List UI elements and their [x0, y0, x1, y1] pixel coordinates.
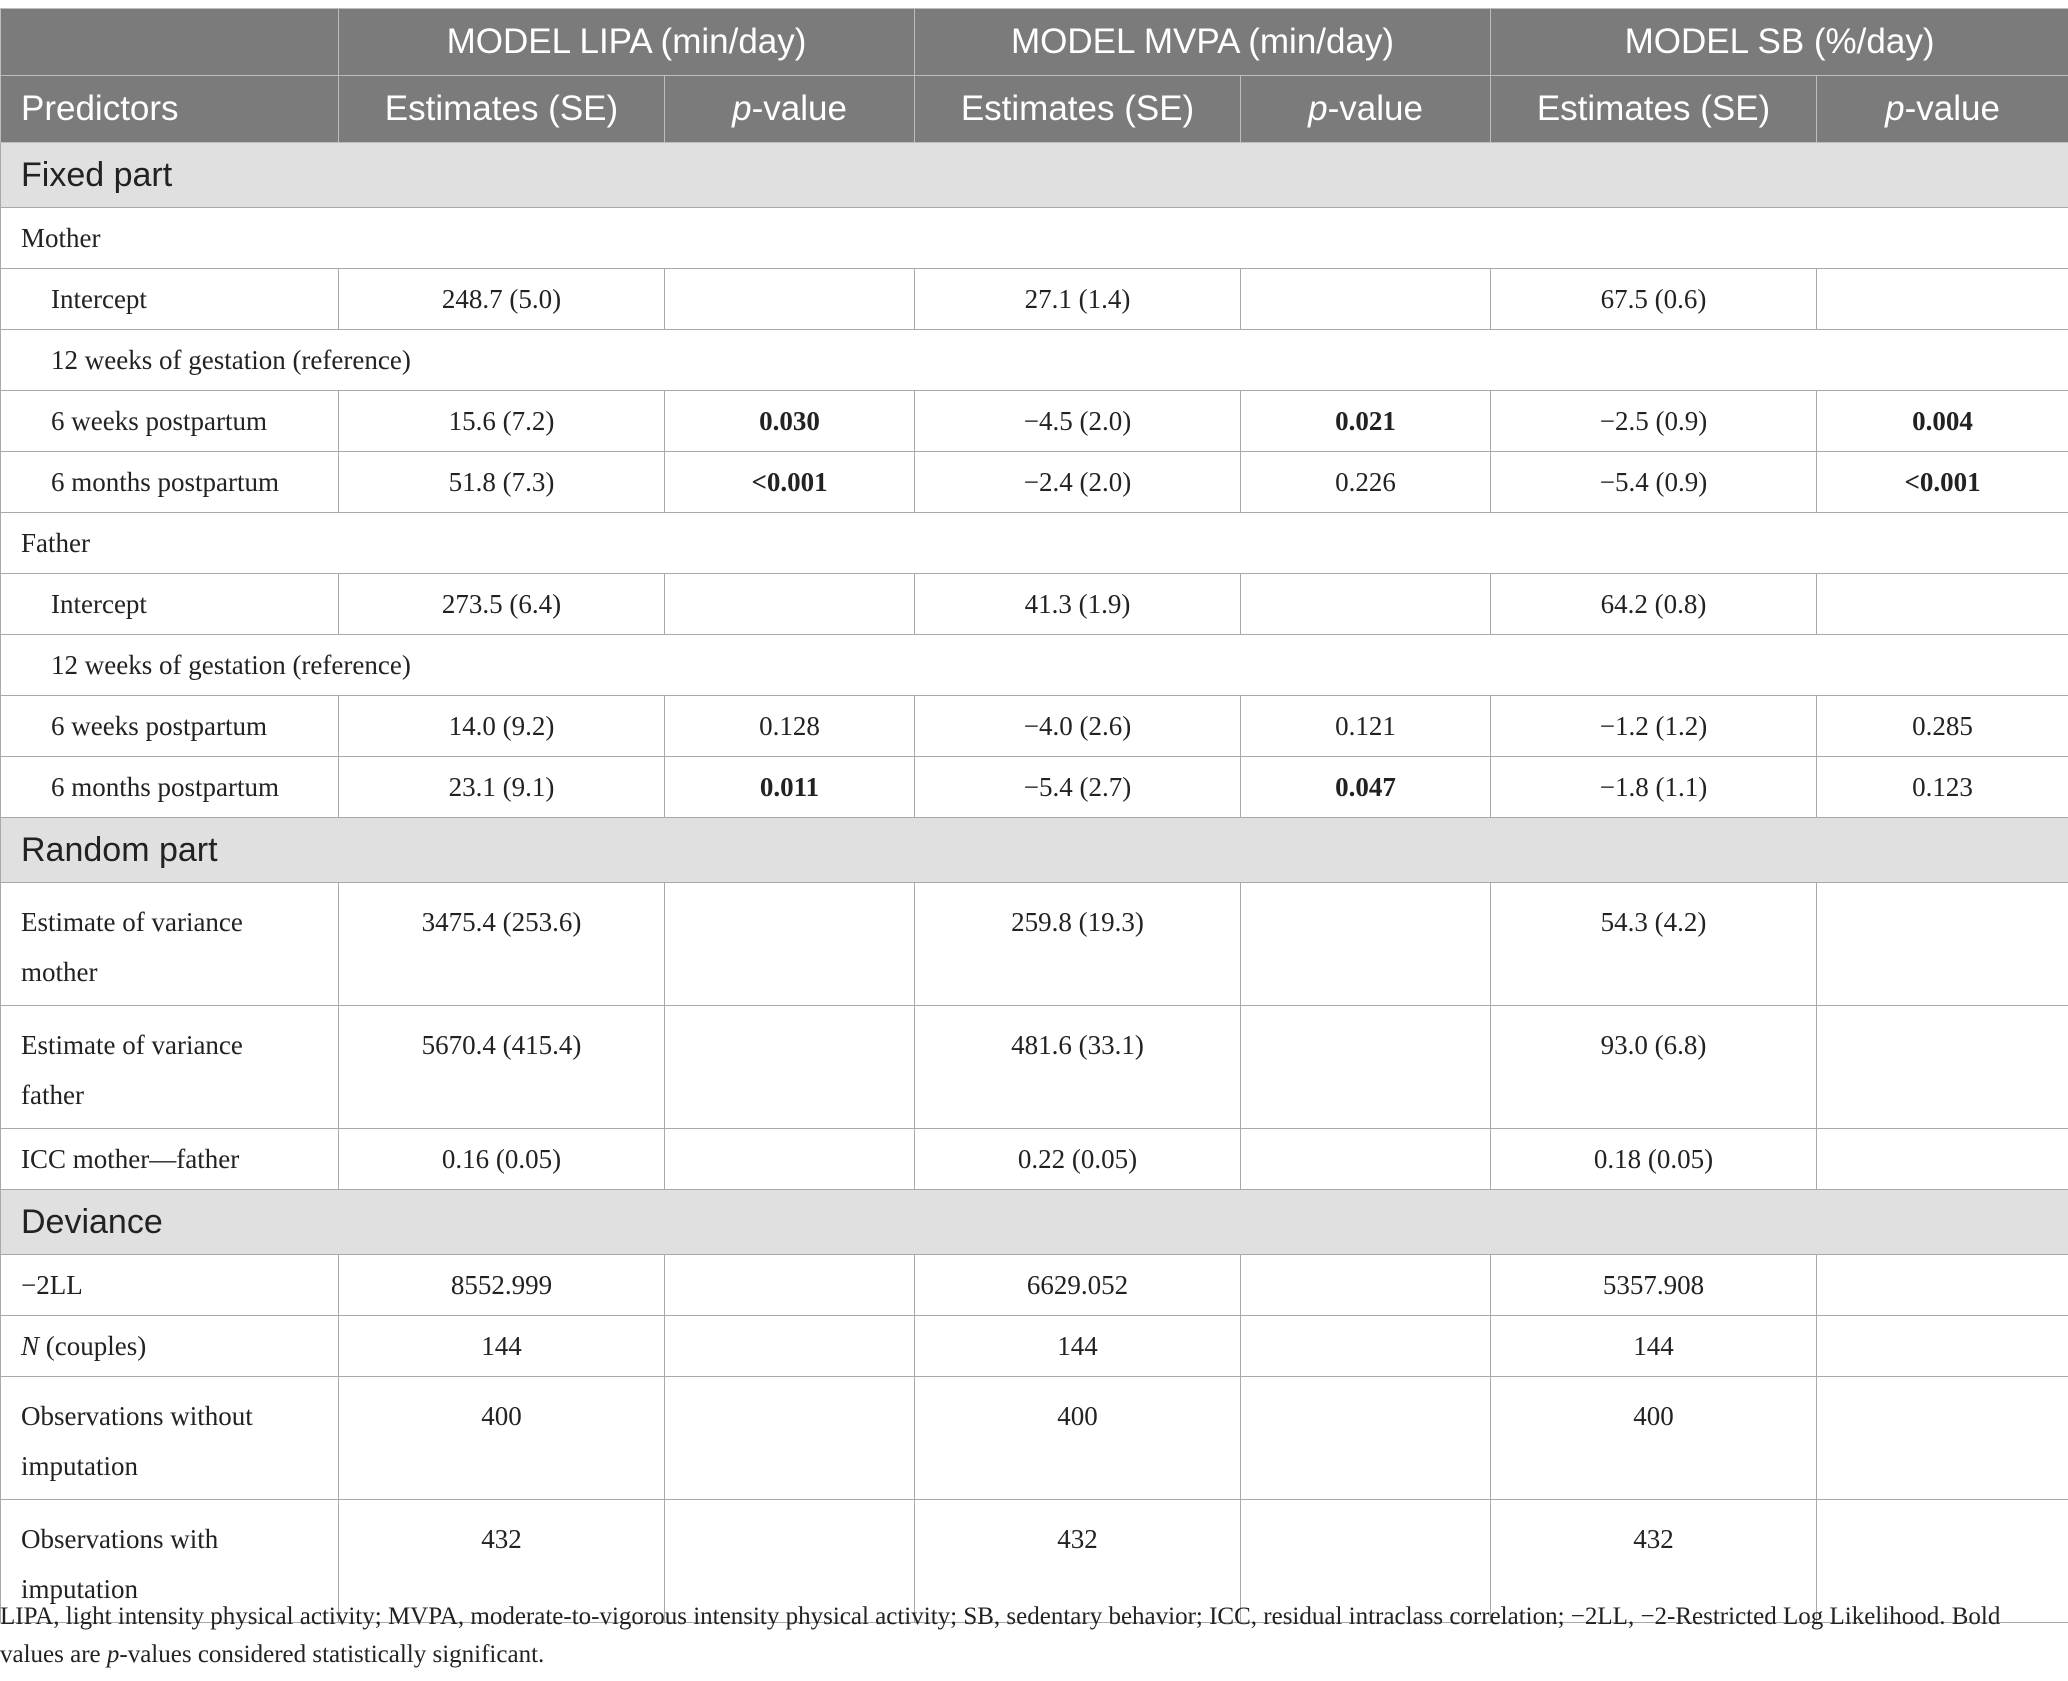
table-row [1, 574, 2068, 635]
pvalue-header-italic: p [732, 89, 752, 128]
cell: 6629.052 [915, 1255, 1241, 1316]
group-row-mother [1, 208, 2068, 269]
results-table-container [0, 8, 2068, 1623]
row-label [1, 1006, 339, 1129]
cell: 64.2 (0.8) [1491, 574, 1817, 635]
cell [1241, 1255, 1491, 1316]
section-row-fixed [1, 143, 2068, 208]
cell: 5670.4 (415.4) [339, 1006, 665, 1129]
row-label-line2: imputation [21, 1574, 138, 1604]
cell [1817, 1316, 2068, 1377]
cell: 273.5 (6.4) [339, 574, 665, 635]
row-label [1, 1316, 339, 1377]
row-label-line1: Observations without [21, 1401, 253, 1431]
cell: 144 [1491, 1316, 1817, 1377]
cell: 5357.908 [1491, 1255, 1817, 1316]
cell: 432 [339, 1500, 665, 1623]
cell: 15.6 (7.2) [339, 391, 665, 452]
cell-significant: 0.021 [1241, 391, 1491, 452]
row-label [1, 1377, 339, 1500]
cell: 144 [915, 1316, 1241, 1377]
cell: −2.5 (0.9) [1491, 391, 1817, 452]
cell: 41.3 (1.9) [915, 574, 1241, 635]
cell: 0.285 [1817, 696, 2068, 757]
reference-label: 12 weeks of gestation (reference) [1, 635, 2068, 696]
row-label: Intercept [1, 574, 339, 635]
pvalue-header-rest: -value [1904, 89, 2000, 128]
row-label-line2: father [21, 1080, 84, 1110]
pvalue-header-sb [1817, 76, 2068, 143]
table-row [1, 1377, 2068, 1500]
pvalue-header-rest: -value [751, 89, 847, 128]
cell: 27.1 (1.4) [915, 269, 1241, 330]
cell: −1.8 (1.1) [1491, 757, 1817, 818]
cell: 0.16 (0.05) [339, 1129, 665, 1190]
cell: −1.2 (1.2) [1491, 696, 1817, 757]
cell [665, 1006, 915, 1129]
cell [1241, 1377, 1491, 1500]
model-lipa-header: MODEL LIPA (min/day) [339, 9, 915, 76]
cell-significant: <0.001 [665, 452, 915, 513]
row-label-line2: imputation [21, 1451, 138, 1481]
row-label-line1: Estimate of variance [21, 907, 243, 937]
cell: 481.6 (33.1) [915, 1006, 1241, 1129]
row-label: 6 months postpartum [1, 757, 339, 818]
cell [1241, 574, 1491, 635]
row-label-rest: (couples) [39, 1330, 147, 1361]
cell: 0.18 (0.05) [1491, 1129, 1817, 1190]
cell [1817, 883, 2068, 1006]
header-row-columns [1, 76, 2068, 143]
cell [665, 1377, 915, 1500]
table-row [1, 269, 2068, 330]
pvalue-header-italic: p [1308, 89, 1328, 128]
row-label: Intercept [1, 269, 339, 330]
section-row-deviance [1, 1190, 2068, 1255]
cell [1817, 1377, 2068, 1500]
cell [1817, 574, 2068, 635]
cell: 51.8 (7.3) [339, 452, 665, 513]
cell-significant: 0.004 [1817, 391, 2068, 452]
cell: 0.128 [665, 696, 915, 757]
cell [1817, 1006, 2068, 1129]
header-row-models [1, 9, 2068, 76]
cell: 259.8 (19.3) [915, 883, 1241, 1006]
cell [1241, 269, 1491, 330]
results-table [0, 8, 2068, 1623]
header-blank-cell [1, 9, 339, 76]
cell [665, 1255, 915, 1316]
cell: 54.3 (4.2) [1491, 883, 1817, 1006]
cell [1817, 1255, 2068, 1316]
table-row [1, 757, 2068, 818]
row-label: 6 weeks postpartum [1, 696, 339, 757]
cell: 67.5 (0.6) [1491, 269, 1817, 330]
section-title-random: Random part [1, 818, 2068, 883]
row-label-line1: Estimate of variance [21, 1030, 243, 1060]
cell [1241, 1129, 1491, 1190]
table-row [1, 391, 2068, 452]
cell: 0.226 [1241, 452, 1491, 513]
section-title-deviance: Deviance [1, 1190, 2068, 1255]
cell: 144 [339, 1316, 665, 1377]
estimates-header-mvpa: Estimates (SE) [915, 76, 1241, 143]
model-sb-header: MODEL SB (%/day) [1491, 9, 2068, 76]
predictors-header: Predictors [1, 76, 339, 143]
cell [665, 1316, 915, 1377]
table-row [1, 1316, 2068, 1377]
row-label: 6 weeks postpartum [1, 391, 339, 452]
cell: 0.123 [1817, 757, 2068, 818]
row-label: −2LL [1, 1255, 339, 1316]
estimates-header-sb: Estimates (SE) [1491, 76, 1817, 143]
cell-significant: <0.001 [1817, 452, 2068, 513]
cell: −4.0 (2.6) [915, 696, 1241, 757]
cell: 432 [1491, 1500, 1817, 1623]
cell [665, 883, 915, 1006]
cell: 248.7 (5.0) [339, 269, 665, 330]
row-label-italic: N [21, 1330, 40, 1361]
cell: 23.1 (9.1) [339, 757, 665, 818]
cell [1817, 269, 2068, 330]
cell: 0.121 [1241, 696, 1491, 757]
pvalue-header-lipa [665, 76, 915, 143]
section-title-fixed: Fixed part [1, 143, 2068, 208]
table-row [1, 1129, 2068, 1190]
pvalue-header-italic: p [1885, 89, 1905, 128]
estimates-header-lipa: Estimates (SE) [339, 76, 665, 143]
pvalue-header-rest: -value [1327, 89, 1423, 128]
table-footnote [0, 1598, 2040, 1674]
cell [665, 269, 915, 330]
reference-row-father [1, 635, 2068, 696]
group-label-father: Father [1, 513, 2068, 574]
footnote-part2: -values considered statistically significant. [119, 1641, 545, 1668]
table-row [1, 1006, 2068, 1129]
table-row [1, 883, 2068, 1006]
section-row-random [1, 818, 2068, 883]
cell [1817, 1129, 2068, 1190]
group-label-mother: Mother [1, 208, 2068, 269]
model-mvpa-header: MODEL MVPA (min/day) [915, 9, 1491, 76]
cell: 93.0 (6.8) [1491, 1006, 1817, 1129]
row-label-line2: mother [21, 957, 98, 987]
pvalue-header-mvpa [1241, 76, 1491, 143]
cell [1241, 1006, 1491, 1129]
cell-significant: 0.030 [665, 391, 915, 452]
cell [1241, 1316, 1491, 1377]
row-label: 6 months postpartum [1, 452, 339, 513]
table-row [1, 696, 2068, 757]
cell [1241, 883, 1491, 1006]
row-label: ICC mother—father [1, 1129, 339, 1190]
cell [665, 1129, 915, 1190]
row-label-line1: Observations with [21, 1524, 219, 1554]
cell: 14.0 (9.2) [339, 696, 665, 757]
cell-significant: 0.047 [1241, 757, 1491, 818]
cell: 0.22 (0.05) [915, 1129, 1241, 1190]
cell: 3475.4 (253.6) [339, 883, 665, 1006]
table-row [1, 452, 2068, 513]
cell: 400 [1491, 1377, 1817, 1500]
cell: 8552.999 [339, 1255, 665, 1316]
cell: 400 [339, 1377, 665, 1500]
reference-row-mother [1, 330, 2068, 391]
table-row [1, 1255, 2068, 1316]
cell-significant: 0.011 [665, 757, 915, 818]
footnote-italic: p [106, 1641, 120, 1668]
reference-label: 12 weeks of gestation (reference) [1, 330, 2068, 391]
cell: 400 [915, 1377, 1241, 1500]
cell: −5.4 (0.9) [1491, 452, 1817, 513]
group-row-father [1, 513, 2068, 574]
cell: 432 [915, 1500, 1241, 1623]
cell: −4.5 (2.0) [915, 391, 1241, 452]
cell [665, 574, 915, 635]
cell: −2.4 (2.0) [915, 452, 1241, 513]
footnote-part1: LIPA, light intensity physical activity; MVPA, moderate-to-vigorous intensity physical activity; SB, sedentary behavior; ICC, residual intraclass correlation; −2LL, −2-Restricted Log Likelihood. Bold values are [0, 1603, 2001, 1668]
cell: −5.4 (2.7) [915, 757, 1241, 818]
row-label [1, 883, 339, 1006]
